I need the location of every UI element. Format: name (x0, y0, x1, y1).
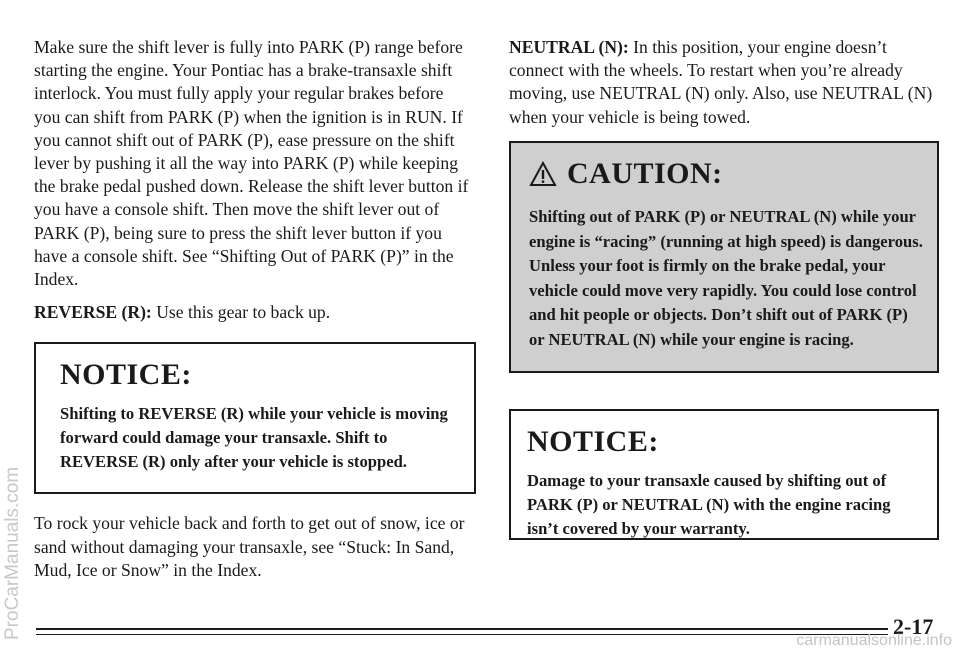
caution-header (529, 157, 927, 191)
reverse-text: Use this gear to back up. (151, 302, 331, 323)
shift-lever-paragraph: Make sure the shift lever is fully into PARK (P) range before starting the engine. Your Pontiac has a brake-transaxle shift interlock. You must fully apply your regular brakes before you can shift from PARK (P) when the ignition is in RUN. If you cannot shift out of PARK (P), ease pressure on the shift lever by pushing it all the way into PARK (P) while keeping the brake pedal pushed down. Release the shift lever button if you have a console shift. Then move the shift lever out of PARK (P), being sure to press the shift lever button if you have a console shift. See “Shifting Out of PARK (P)” in the Index. (34, 37, 469, 290)
caution-text: Shifting out of PARK (P) or NEUTRAL (N) while your engine is “racing” (running at high speed) is dangerous. Unless your foot is firmly on the brake pedal, your vehicle could move very rapidly. You could lose control and hit people or objects. Don’t shift out of PARK (P) or NEUTRAL (N) while your engine is racing. (529, 207, 923, 349)
footer-rule (36, 628, 888, 630)
reverse-paragraph (34, 301, 474, 324)
warning-triangle-icon (529, 161, 557, 187)
side-watermark: ProCarManuals.com (2, 466, 23, 640)
neutral-label: NEUTRAL (N): (509, 37, 629, 57)
notice-text: Damage to your transaxle caused by shifting out of PARK (P) or NEUTRAL (N) with the engine racing isn’t covered by your warranty. (527, 471, 891, 538)
notice-title: NOTICE: (60, 358, 192, 392)
bottom-watermark: carmanualsonline.info (796, 632, 952, 649)
notice-text: Shifting to REVERSE (R) while your vehicle is moving forward could damage your transaxle. Shift to REVERSE (R) only after your vehicle is stopped. (60, 404, 448, 472)
footer-rule-thin (36, 634, 888, 635)
neutral-paragraph (509, 36, 939, 129)
neutral-text: In this position, your engine doesn’t connect with the wheels. To restart when you’re already moving, use NEUTRAL (N) only. Also, use NEUTRAL (N) when your vehicle is being towed. (509, 37, 933, 127)
rock-vehicle-paragraph: To rock your vehicle back and forth to get out of snow, ice or sand without damaging your transaxle, see “Stuck: In Sand, Mud, Ice or Snow” in the Index. (34, 513, 465, 580)
left-column (34, 36, 474, 582)
right-column (509, 36, 939, 129)
page-number: 2-17 (893, 614, 934, 639)
notice-title: NOTICE: (527, 425, 659, 458)
reverse-label: REVERSE (R): (34, 302, 152, 323)
reverse-notice-box (34, 342, 476, 494)
warranty-notice-box (509, 409, 939, 540)
caution-title: CAUTION: (567, 157, 723, 190)
caution-box (509, 141, 939, 373)
